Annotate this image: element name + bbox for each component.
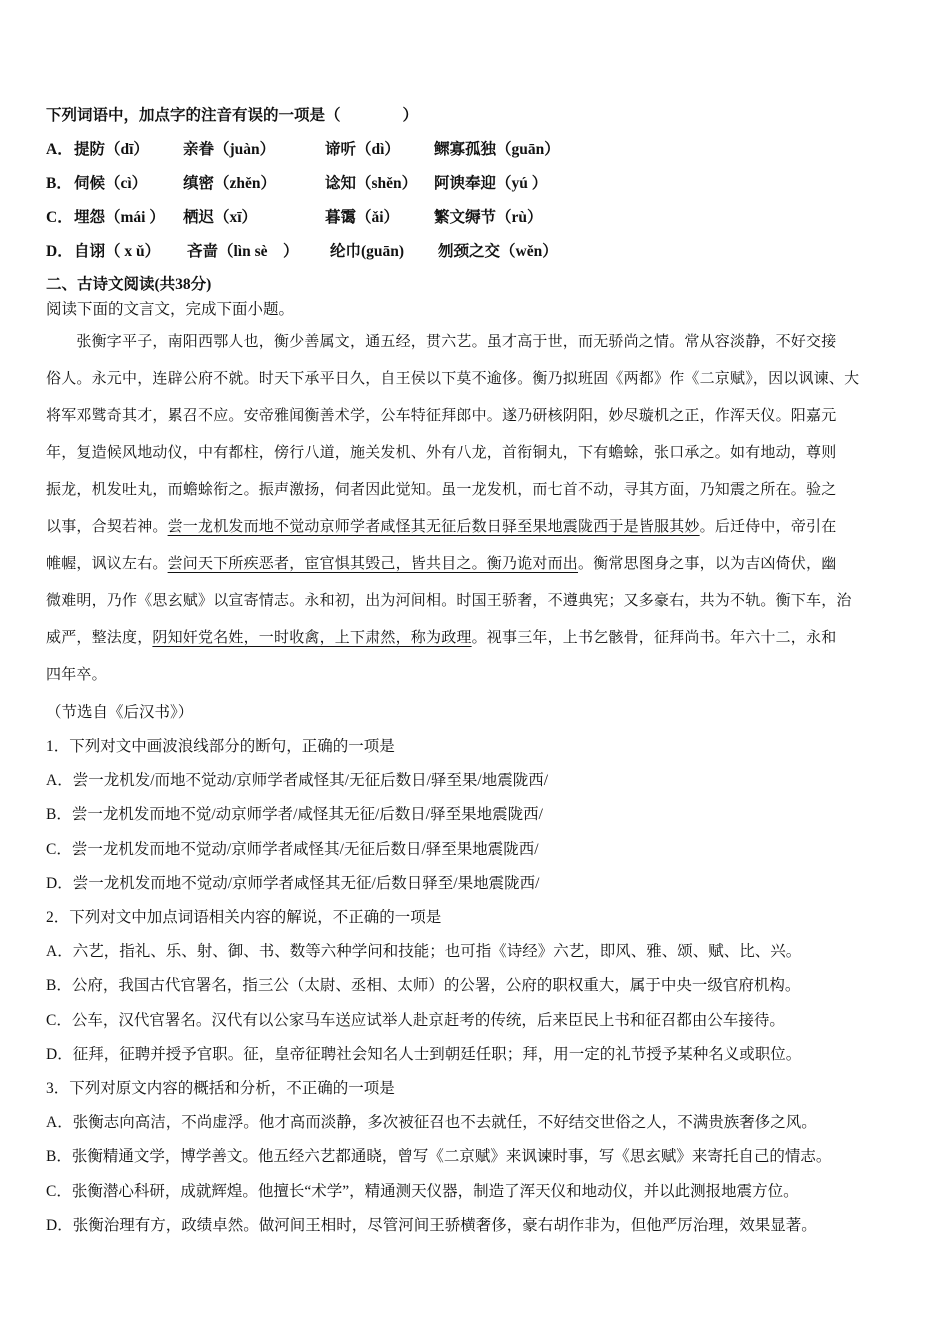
option-item: 鳏寡孤独（guān） [434,141,560,158]
passage-text: 四年卒。 [46,665,107,683]
option-label: A． [46,141,73,158]
option-item: 提防（dī） [74,141,149,158]
passage-line [46,330,906,351]
option-item: 刎颈之交（wěn） [438,243,558,260]
answer-option: D．征拜，征聘并授予官职。征，皇帝征聘社会知名人士到朝廷任职；拜，用一定的礼节授予某种名义或职位。 [46,1046,802,1063]
passage-text: 张衡字平子，南阳西鄂人也，衡少善属文，通五经，贯六艺。虽才高于世，而无骄尚之情。常从容淡静，不好交接 [46,332,837,350]
option-item: 谛听（dì） [325,141,400,158]
passage-line [46,626,906,647]
passage-line [46,589,906,610]
answer-option: C．张衡潜心科研，成就辉煌。他擅长“术学”，精通测天仪器，制造了浑天仪和地动仪，并以此测报地震方位。 [46,1183,799,1200]
question-stem: 3．下列对原文内容的概括和分析，不正确的一项是 [46,1080,395,1097]
section-title: 二、古诗文阅读(共38分) [46,276,212,293]
option-label: C． [46,209,73,226]
option-item: 暮霭（ǎi） [325,209,400,226]
instruction: 阅读下面的文言文，完成下面小题。 [46,301,295,318]
option-item: 栖迟（xī） [183,209,258,226]
passage-text: 俗人。永元中，连辟公府不就。时天下承平日久，自王侯以下莫不逾侈。衡乃拟班固《两都》作《二京赋》，因以讽谏、大 [46,369,860,387]
underlined-text: 尝一龙机发而地不觉动京师学者咸怪其无征后数日驿至果地震陇西于是皆服其妙 [167,517,700,535]
option-item: 谂知（shěn） [325,175,418,192]
passage-text: 。视事三年，上书乞骸骨，征拜尚书。年六十二，永和 [471,628,837,646]
passage-line [46,441,906,462]
option-item: 纶巾(guān) [330,243,405,260]
passage-text: 威严，整法度， [46,628,153,646]
answer-option: B．尝一龙机发而地不觉/动京师学者/咸怪其无征/后数日/驿至果地震陇西/ [46,806,543,823]
passage-line [46,367,906,388]
answer-option: B．张衡精通文学，博学善文。他五经六艺都通晓，曾写《二京赋》来讽谏时事，写《思玄赋》来寄托自己的情志。 [46,1148,832,1165]
passage-line [46,663,906,684]
underlined-text: 尝问天下所疾恶者，宦官惧其毁己，皆共目之。衡乃诡对而出 [167,554,579,572]
option-label: D． [46,243,73,260]
passage-text: 微难明，乃作《思玄赋》以宣寄情志。永和初，出为河间相。时国王骄奢，不遵典宪；又多豪右，共为不轨。衡下车，治 [46,591,852,609]
passage-line [46,478,906,499]
question-intro: 下列词语中，加点字的注音有误的一项是（ ） [46,107,419,124]
option-item: 繁文缛节（rù） [434,209,543,226]
answer-option: C．公车，汉代官署名。汉代有以公家马车送应试举人赴京赶考的传统，后来臣民上书和征召都由公车接待。 [46,1012,785,1029]
answer-option: A．张衡志向高洁，不尚虚浮。他才高而淡静，多次被征召也不去就任，不好结交世俗之人，不满贵族奢侈之风。 [46,1114,817,1131]
passage-text: 以事，合契若神。 [46,517,168,535]
passage-line [46,552,906,573]
underlined-text: 阴知奸党名姓，一时收禽，上下肃然，称为政理 [152,628,472,646]
passage-text: 帷幄，讽议左右。 [46,554,168,572]
question-stem: 1．下列对文中画波浪线部分的断句，正确的一项是 [46,738,395,755]
answer-option: C．尝一龙机发而地不觉动/京师学者咸怪其/无征后数日/驿至果地震陇西/ [46,841,539,858]
option-item: 缜密（zhěn） [183,175,277,192]
answer-option: A．六艺，指礼、乐、射、御、书、数等六种学问和技能；也可指《诗经》六艺，即风、雅、颂、赋、比、兴。 [46,943,802,960]
passage-line [46,515,906,536]
option-item: 阿谀奉迎（yú ） [434,175,548,192]
passage-line [46,404,906,425]
passage-text: 年，复造候风地动仪，中有都柱，傍行八道，施关发机、外有八龙，首衔铜丸，下有蟾蜍，张口承之。如有地动，尊则 [46,443,837,461]
option-item: 埋怨（mái ） [74,209,165,226]
answer-option: D．张衡治理有方，政绩卓然。做河间王相时，尽管河间王骄横奢侈，豪右胡作非为，但他严厉治理，效果显著。 [46,1217,817,1234]
passage-text: 振龙，机发吐丸，而蟾蜍衔之。振声激扬，伺者因此觉知。虽一龙发机，而七首不动，寻其方面，乃知震之所在。验之 [46,480,837,498]
passage-text: 。衡常思图身之事，以为吉凶倚伏，幽 [578,554,837,572]
passage-text: 将军邓骘奇其才，累召不应。安帝雅闻衡善术学，公车特征拜郎中。遂乃研核阴阳，妙尽璇机之正，作浑天仪。阳嘉元 [46,406,837,424]
option-item: 自诩（ x ǔ） [74,243,161,260]
option-label: B． [46,175,72,192]
answer-option: D．尝一龙机发而地不觉动/京师学者咸怪其无征/后数日驿至/果地震陇西/ [46,875,540,892]
option-item: 伺候（cì） [74,175,148,192]
option-item: 吝啬（lìn sè ） [187,243,299,260]
passage-text: 。后迁侍中，帝引在 [699,517,837,535]
question-stem: 2．下列对文中加点词语相关内容的解说，不正确的一项是 [46,909,442,926]
answer-option: A．尝一龙机发/而地不觉动/京师学者咸怪其/无征后数日/驿至果/地震陇西/ [46,772,549,789]
passage-source: （节选自《后汉书》） [46,704,194,721]
answer-option: B．公府，我国古代官署名，指三公（太尉、丞相、太师）的公署，公府的职权重大，属于中央一级官府机构。 [46,977,801,994]
option-item: 亲眷（juàn） [183,141,276,158]
